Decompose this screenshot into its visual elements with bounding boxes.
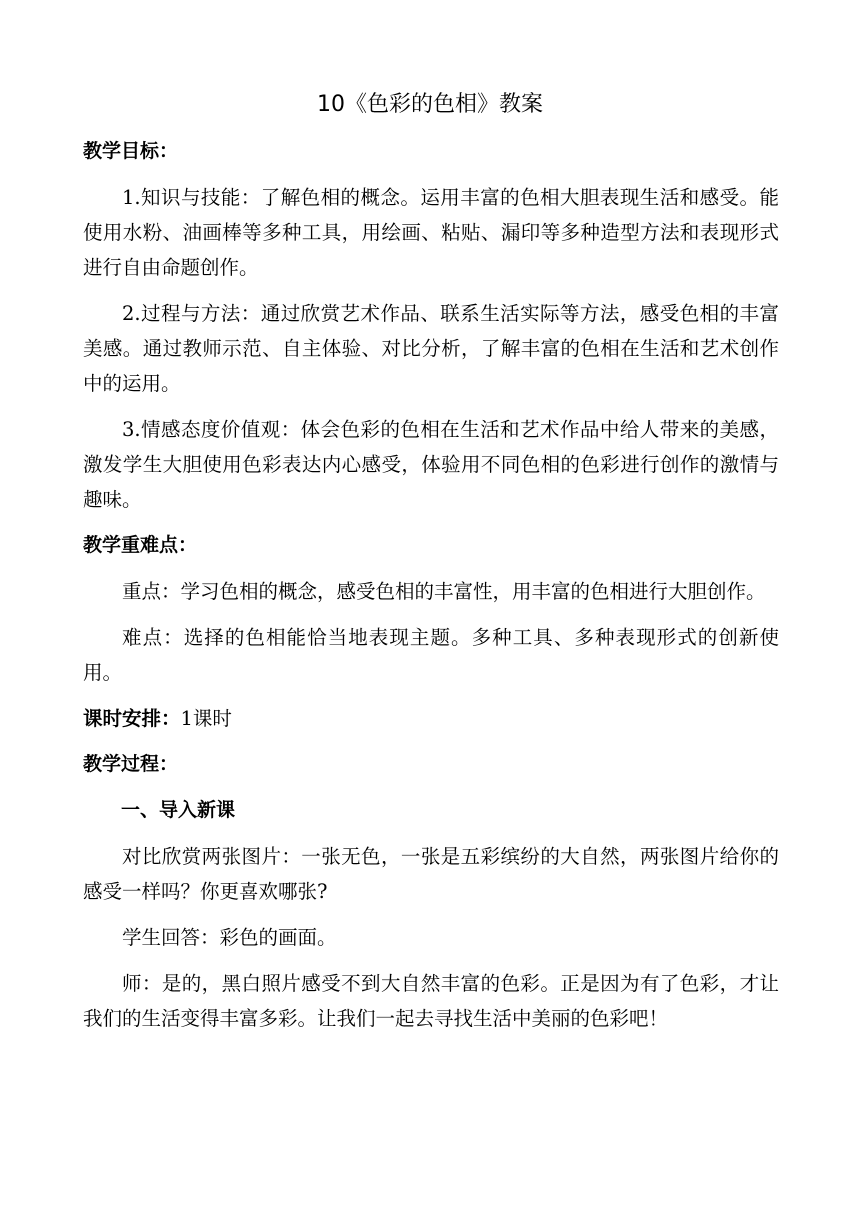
schedule-value: 1课时: [180, 707, 232, 730]
section-1-paragraph-2: 学生回答：彩色的画面。: [122, 926, 337, 949]
keypoint-difficulty: 难点：选择的色相能恰当地表现主题。多种工具、多种表现形式的创新使用。: [83, 626, 779, 684]
objective-process: 2.过程与方法：通过欣赏艺术作品、联系生活实际等方法，感受色相的丰富美感。通过教师示范、自主体验、对比分析，了解丰富的色相在生活和艺术创作中的运用。: [83, 302, 779, 395]
process-heading: 教学过程：: [83, 753, 179, 775]
keypoints-heading: 教学重难点：: [83, 534, 198, 556]
section-1-paragraph-1: 对比欣赏两张图片：一张无色，一张是五彩缤纷的大自然，两张图片给你的感受一样吗？你更喜欢哪张?: [83, 845, 779, 903]
objective-attitude: 3.情感态度价值观：体会色彩的色相在生活和艺术作品中给人带来的美感，激发学生大胆使用色彩表达内心感受，体验用不同色相的色彩进行创作的激情与趣味。: [83, 418, 779, 511]
section-1-heading: 一、导入新课: [121, 799, 236, 821]
objectives-heading: 教学目标：: [83, 140, 179, 162]
section-1-paragraph-3: 师：是的，黑白照片感受不到大自然丰富的色彩。正是因为有了色彩，才让我们的生活变得丰富多彩。让我们一起去寻找生活中美丽的色彩吧！: [83, 972, 779, 1030]
schedule-label: 课时安排：: [83, 707, 181, 730]
schedule-line: [83, 701, 779, 736]
document-body: [83, 134, 779, 1047]
keypoint-focus: 重点：学习色相的概念，感受色相的丰富性，用丰富的色相进行大胆创作。: [122, 580, 766, 603]
objective-knowledge: 1.知识与技能：了解色相的概念。运用丰富的色相大胆表现生活和感受。能使用水粉、油画棒等多种工具，用绘画、粘贴、漏印等多种造型方法和表现形式进行自由命题创作。: [83, 186, 779, 279]
document-title: 10《色彩的色相》教案: [317, 92, 543, 117]
